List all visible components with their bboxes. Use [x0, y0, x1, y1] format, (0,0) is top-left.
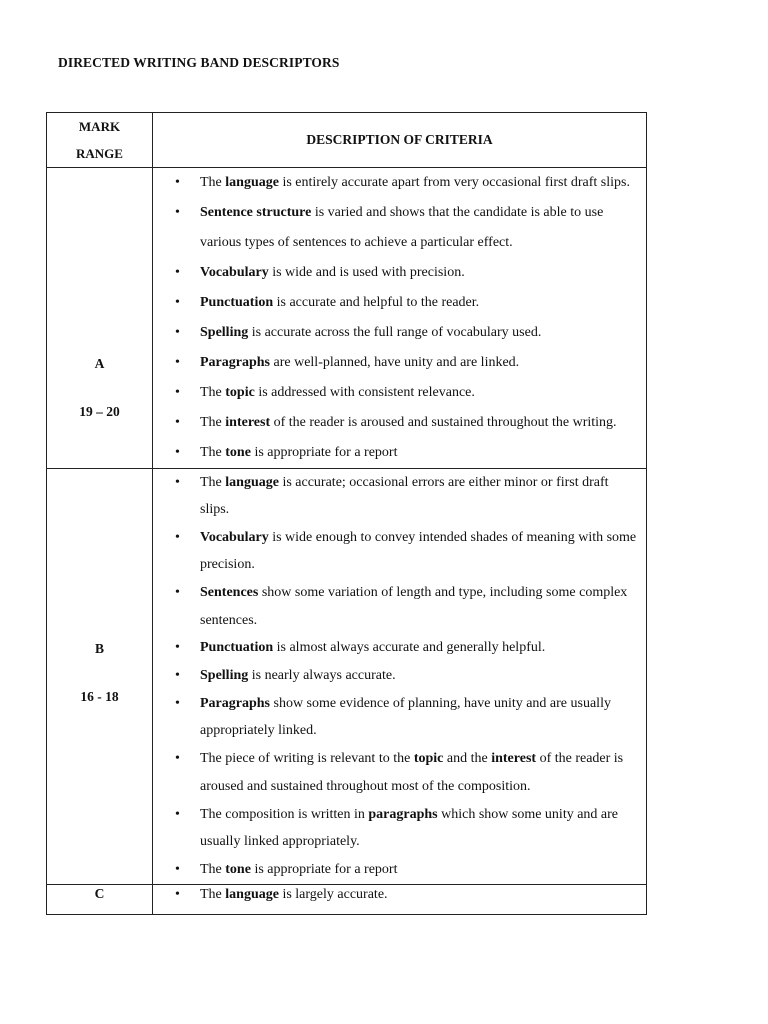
criterion-item — [153, 745, 646, 800]
criterion-keyword: language — [225, 175, 279, 190]
criterion-item — [153, 258, 646, 288]
criterion-text: The — [200, 886, 226, 902]
table-row — [47, 168, 647, 469]
criterion-text: is almost always accurate and generally helpful. — [273, 640, 546, 656]
grade-letter: C — [94, 885, 105, 901]
criterion-item — [153, 856, 646, 884]
criterion-keyword: Spelling — [200, 668, 249, 684]
criterion-text: is nearly always accurate. — [248, 668, 396, 684]
grade-letter: A — [94, 356, 105, 371]
mark-range-cell — [47, 468, 153, 884]
criterion-item — [153, 348, 646, 378]
criterion-text: and the — [443, 751, 492, 767]
criterion-keyword: Paragraphs — [200, 695, 270, 711]
criterion-keyword: Sentences — [200, 585, 259, 601]
criteria-cell — [153, 168, 647, 469]
criterion-text: The — [200, 861, 226, 877]
criterion-keyword: Punctuation — [200, 294, 274, 310]
criterion-text: is accurate and helpful to the reader. — [273, 294, 480, 310]
criterion-text: The — [200, 175, 226, 190]
criterion-keyword: tone — [225, 861, 251, 877]
criterion-text: The — [200, 444, 226, 460]
criterion-keyword: Spelling — [200, 324, 249, 340]
criterion-item — [153, 579, 646, 634]
criterion-item — [153, 469, 646, 524]
mark-range-header-line1: MARK — [78, 119, 121, 134]
criteria-cell — [153, 468, 647, 884]
criterion-text: is entirely accurate apart from very occasional first draft slips. — [278, 175, 630, 190]
criterion-keyword: paragraphs — [368, 806, 438, 822]
criterion-keyword: Vocabulary — [200, 529, 269, 545]
criterion-item — [153, 885, 646, 905]
criterion-text: of the reader is aroused and sustained throughout most of the composition. — [200, 751, 624, 794]
criterion-item — [153, 662, 646, 690]
criterion-item — [153, 634, 646, 662]
table-header-row — [47, 113, 647, 168]
criterion-item — [153, 198, 646, 257]
criterion-keyword: Vocabulary — [200, 264, 269, 280]
description-header: DESCRIPTION OF CRITERIA — [153, 113, 647, 168]
criterion-keyword: interest — [225, 414, 271, 430]
criterion-keyword: Paragraphs — [200, 354, 270, 370]
criterion-item — [153, 168, 646, 198]
document-title: DIRECTED WRITING BAND DESCRIPTORS — [58, 55, 340, 70]
criterion-keyword: Punctuation — [200, 640, 274, 656]
criterion-keyword: interest — [491, 751, 537, 767]
criterion-text: show some variation of length and type, including some complex sentences. — [200, 585, 628, 628]
criterion-text: The piece of writing is relevant to the — [200, 751, 414, 767]
criteria-list — [153, 469, 646, 884]
mark-range-cell — [47, 884, 153, 914]
criterion-text: show some evidence of planning, have unity and are usually appropriately linked. — [200, 695, 611, 739]
criterion-item — [153, 690, 646, 745]
criterion-text: is accurate; occasional errors are either minor or first draft slips. — [200, 474, 609, 517]
criterion-text: is largely accurate. — [278, 886, 388, 902]
criterion-text: is accurate across the full range of vocabulary used. — [248, 324, 542, 340]
grade-range: 19 – 20 — [79, 404, 120, 419]
criterion-keyword: language — [225, 886, 279, 902]
criterion-text: The — [200, 474, 226, 490]
criterion-text: The — [200, 414, 226, 430]
criterion-keyword: language — [225, 474, 279, 490]
table-row — [47, 468, 647, 884]
table-row — [47, 884, 647, 914]
criteria-list — [153, 168, 646, 467]
criterion-text: which show some unity and are usually linked appropriately. — [200, 806, 619, 850]
criterion-keyword: topic — [413, 751, 444, 767]
criterion-text: is addressed with consistent relevance. — [254, 384, 475, 400]
criterion-item — [153, 318, 646, 348]
band-descriptor-table — [46, 112, 647, 915]
criterion-keyword: Sentence structure — [200, 205, 312, 220]
criterion-item — [153, 438, 646, 468]
mark-range-header — [47, 113, 153, 168]
mark-range-header-line2: RANGE — [76, 146, 123, 161]
grade-letter: B — [94, 640, 104, 656]
criterion-text: is varied and shows that the candidate is able to use various types of sentences to achieve a particular effect. — [200, 205, 604, 250]
criterion-keyword: topic — [225, 384, 255, 400]
criterion-item — [153, 288, 646, 318]
criterion-text: is wide and is used with precision. — [268, 264, 465, 280]
criterion-text: is appropriate for a report — [250, 861, 398, 877]
criterion-text: The — [200, 384, 226, 400]
criterion-text: is appropriate for a report — [250, 444, 398, 460]
criteria-cell — [153, 884, 647, 914]
mark-range-cell — [47, 168, 153, 469]
criterion-item — [153, 801, 646, 856]
criterion-text: is wide enough to convey intended shades of meaning with some precision. — [200, 529, 637, 573]
criterion-item — [153, 378, 646, 408]
criterion-keyword: tone — [225, 444, 251, 460]
criterion-text: are well-planned, have unity and are linked. — [270, 354, 520, 370]
criterion-item — [153, 408, 646, 438]
criterion-text: The composition is written in — [200, 806, 369, 822]
grade-range: 16 - 18 — [80, 688, 119, 704]
criteria-list — [153, 885, 646, 905]
criterion-item — [153, 524, 646, 579]
criterion-text: of the reader is aroused and sustained throughout the writing. — [270, 414, 617, 430]
